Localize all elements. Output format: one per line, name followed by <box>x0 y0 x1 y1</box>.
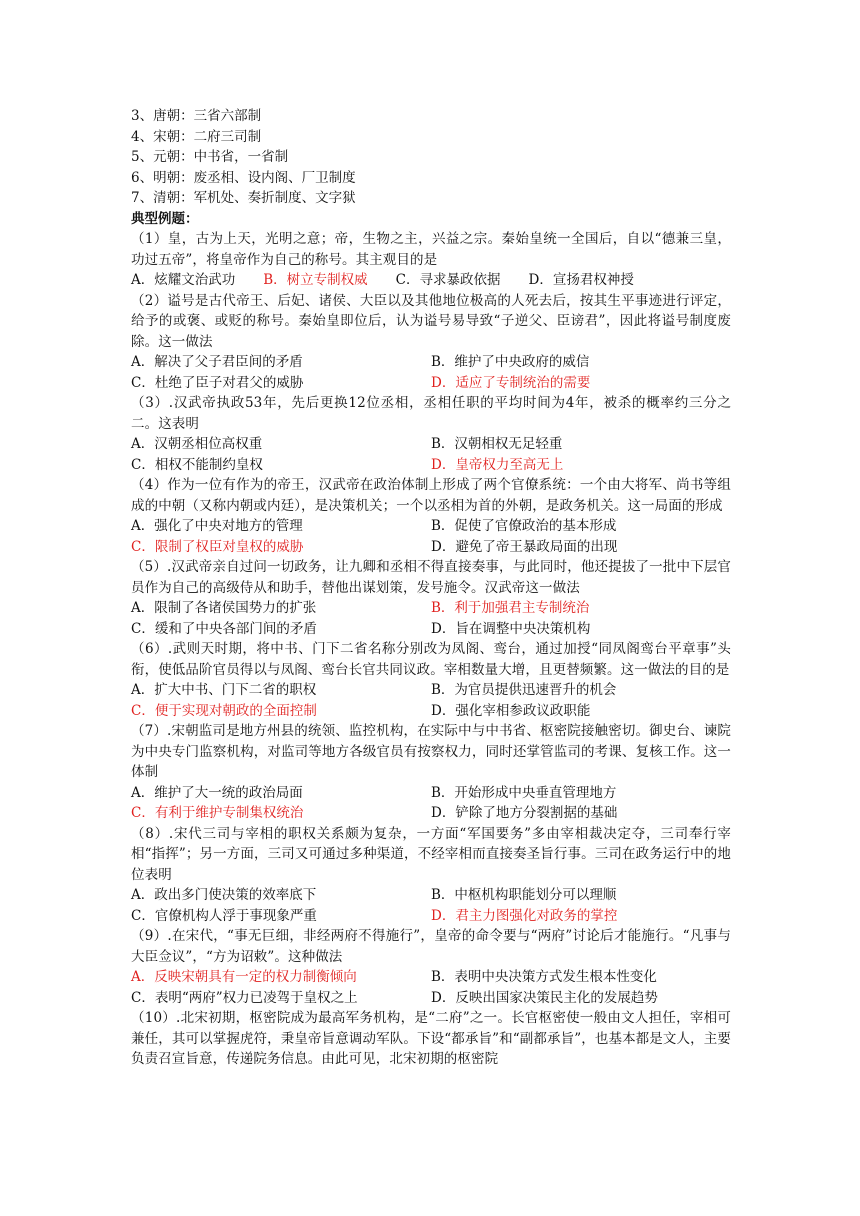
option: A．解决了父子君臣间的矛盾 <box>131 354 303 370</box>
question-item <box>131 639 731 721</box>
options-group <box>131 967 731 1008</box>
option: C．表明“两府”权力已凌驾于皇权之上 <box>131 989 358 1006</box>
option: D．铲除了地方分裂割据的基础 <box>431 805 618 821</box>
question-item <box>131 926 731 1008</box>
options-group <box>131 434 731 475</box>
answer-option: D．皇帝权力至高无上 <box>431 456 564 473</box>
answer-option: D．适应了专制统治的需要 <box>431 374 591 391</box>
question-stem: （3）.汉武帝执政53年，先后更换12位丞相，丞相任职的平均时间为4年，被杀的概率约三分之二。这表明 <box>131 395 731 432</box>
answer-option: C．限制了权臣对皇权的威胁 <box>131 538 304 555</box>
option: B．为官员提供迅速晋升的机会 <box>431 682 617 698</box>
question-item <box>131 557 731 639</box>
option: A．炫耀文治武功 <box>131 272 236 288</box>
option: B．维护了中央政府的威信 <box>431 354 590 370</box>
question-stem: （8）.宋代三司与宰相的职权关系颇为复杂，一方面“军国要务”多由宰相裁决定夺，三司奉行宰相“指挥”；另一方面，三司又可通过多种渠道，不经宰相而直接奏圣旨行事。三司在政务运行中的地位表明 <box>131 825 731 883</box>
option: C．官僚机构人浮于事现象严重 <box>131 907 317 924</box>
question-stem: （6）.武则天时期，将中书、门下二省名称分别改为凤阁、鸾台，通过加授“同凤阁鸾台平章事”头衔，使低品阶官员得以与凤阁、鸾台长官共同议政。宰相数量大增，且更替频繁。这一做法的目的是 <box>131 641 731 678</box>
option: A．维护了大一统的政治局面 <box>131 784 303 801</box>
options-group <box>131 516 731 557</box>
option: B．中枢机构职能划分可以理顺 <box>431 887 617 903</box>
summary-line: 7、清朝：军机处、奏折制度、文字狱 <box>131 190 356 206</box>
question-stem: （2）谥号是古代帝王、后妃、诸侯、大臣以及其他地位极高的人死去后，按其生平事迹进行评定，给予的或褒、或贬的称号。秦始皇即位后，认为谥号易导致“子逆父、臣谤君”，因此将谥号制度废除。这一做法 <box>131 292 731 350</box>
summary-line: 4、宋朝：二府三司制 <box>131 128 262 145</box>
answer-option: C．有利于维护专制集权统治 <box>131 805 304 821</box>
option: B．表明中央决策方式发生根本性变化 <box>431 969 657 985</box>
option: C．寻求暴政依据 <box>395 272 501 288</box>
question-stem: （5）.汉武帝亲自过问一切政务，让九卿和丞相不得直接奏事，与此同时，他还提拔了一批中下层官员作为自己的高级侍从和助手，替他出谋划策，发号施令。汉武帝这一做法 <box>131 559 731 596</box>
answer-option: C．便于实现对朝政的全面控制 <box>131 702 317 719</box>
question-item <box>131 824 731 927</box>
answer-option: B．树立专制权威 <box>263 272 368 288</box>
answer-option: A．反映宋朝具有一定的权力制衡倾向 <box>131 969 357 985</box>
option: D．宣扬君权神授 <box>528 272 634 288</box>
option: A．汉朝丞相位高权重 <box>131 436 263 452</box>
option: A．限制了各诸侯国势力的扩张 <box>131 600 317 616</box>
option: D．强化宰相参政议政职能 <box>431 702 591 719</box>
option: D．避免了帝王暴政局面的出现 <box>431 538 618 555</box>
option: D．反映出国家决策民主化的发展趋势 <box>431 989 658 1006</box>
answer-option: B．利于加强君主专制统治 <box>431 600 590 616</box>
option: C．杜绝了臣子对君父的威胁 <box>131 374 304 391</box>
options-group <box>131 783 731 824</box>
document-page <box>131 106 731 1070</box>
option: B．开始形成中央垂直管理地方 <box>431 784 617 801</box>
answer-option: D．君主力图强化对政务的掌控 <box>431 907 618 924</box>
question-item <box>131 721 731 824</box>
options-group <box>131 680 731 721</box>
question-list <box>131 229 731 1070</box>
question-stem: （1）皇，古为上天，光明之意；帝，生物之主，兴益之宗。秦始皇统一全国后，自以“德兼三皇，功过五帝”，将皇帝作为自己的称号。其主观目的是 <box>131 231 731 268</box>
question-stem: （4）作为一位有作为的帝王，汉武帝在政治体制上形成了两个官僚系统：一个由大将军、尚书等组成的中朝（又称内朝或内廷），是决策机关；一个以丞相为首的外朝，是政务机关。这一局面的形成 <box>131 477 731 514</box>
question-item <box>131 1008 731 1070</box>
question-item <box>131 291 731 394</box>
option: D．旨在调整中央决策机构 <box>431 620 591 637</box>
question-item <box>131 393 731 475</box>
options-group <box>131 598 731 639</box>
option: C．缓和了中央各部门间的矛盾 <box>131 620 317 637</box>
question-item <box>131 229 731 291</box>
option: C．相权不能制约皇权 <box>131 456 263 473</box>
summary-line: 3、唐朝：三省六部制 <box>131 108 262 124</box>
question-item <box>131 475 731 557</box>
summary-line: 5、元朝：中书省，一省制 <box>131 149 289 165</box>
question-stem: （9）.在宋代，“事无巨细，非经两府不得施行”，皇帝的命令要与“两府”讨论后才能施行。“凡事与大臣佥议”，“方为诏敕”。这种做法 <box>131 928 731 965</box>
option: B．促使了官僚政治的基本形成 <box>431 518 617 534</box>
options-group <box>131 270 731 291</box>
options-group <box>131 885 731 926</box>
question-stem: （10）.北宋初期，枢密院成为最高军务机构，是“二府”之一。长官枢密使一般由文人担任，宰相可兼任，其可以掌握虎符，秉皇帝旨意调动军队。下设“都承旨”和“副都承旨”，也基本都是文人，主要负责召宣旨意，传递院务信息。由此可见，北宋初期的枢密院 <box>131 1010 731 1067</box>
option: B．汉朝相权无足轻重 <box>431 436 563 452</box>
option: A．政出多门使决策的效率底下 <box>131 887 317 903</box>
question-stem: （7）.宋朝监司是地方州县的统领、监控机构，在实际中与中书省、枢密院接触密切。御史台、谏院为中央专门监察机构，对监司等地方各级官员有按察权力，同时还掌管监司的考课、复核工作。这一体制 <box>131 723 731 780</box>
option: A．扩大中书、门下二省的职权 <box>131 682 317 698</box>
option: A．强化了中央对地方的管理 <box>131 518 303 534</box>
section-title: 典型例题： <box>131 210 199 227</box>
options-group <box>131 352 731 393</box>
summary-line: 6、明朝：废丞相、设内阁、厂卫制度 <box>131 169 356 186</box>
